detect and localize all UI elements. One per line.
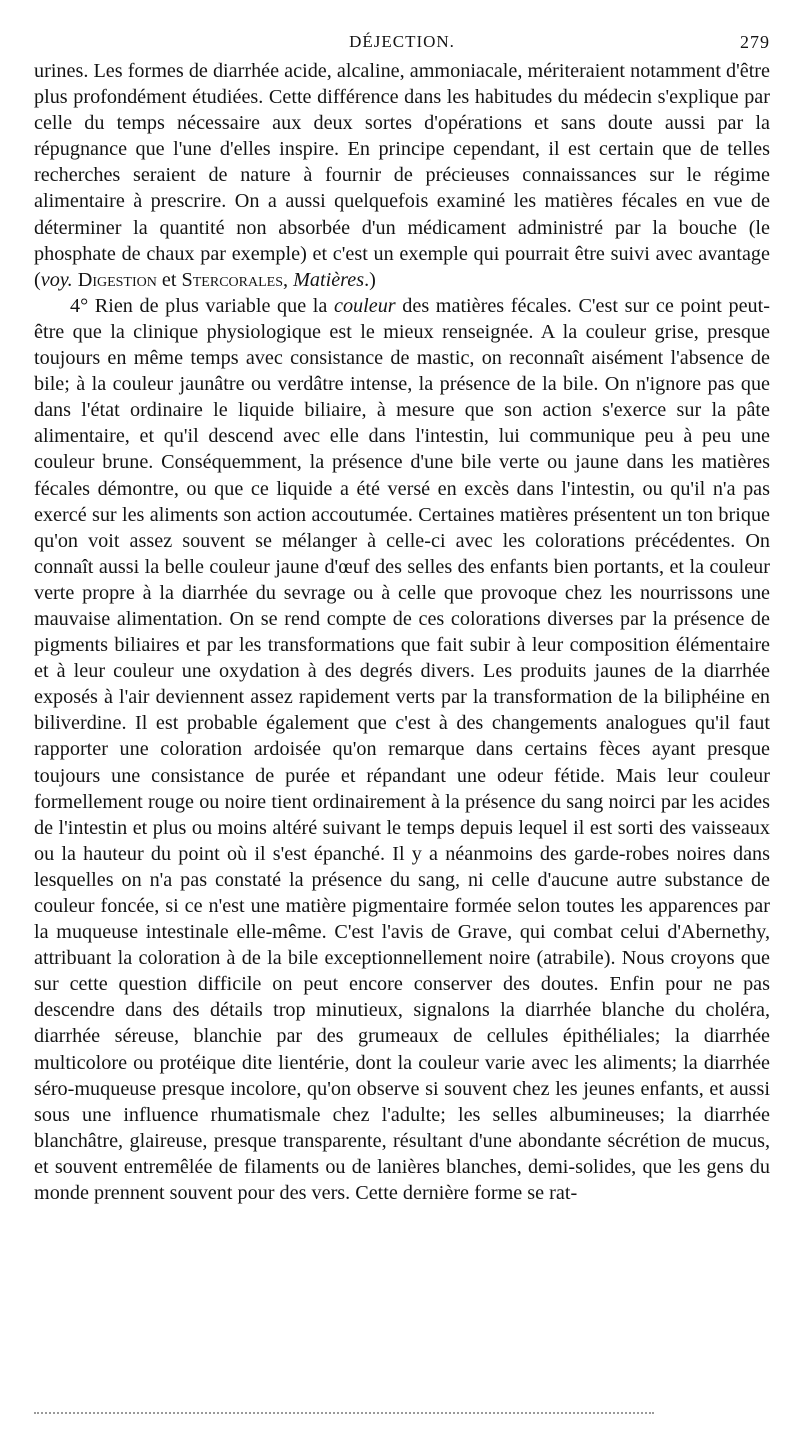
paragraph — [34, 58, 770, 293]
body-text — [34, 58, 770, 1206]
text-segment: des matières fécales. C'est sur ce point peut-être que la clinique physiologique est le mieux renseignée. A la couleur grise, presque toujours en même temps avec consistance de mastic, on reconnaît aisément l'absence de bile; à la couleur jaunâtre ou verdâtre intense, la présence de la bile. On n'ignore pas que dans l'état ordinaire le liquide biliaire, à mesure que son action s'exerce sur la pâte alimentaire, et qu'il descend avec elle dans l'intestin, lui communique peu à peu une couleur brune. Conséquemment, la présence d'une bile verte ou jaune dans les matières fécales démontre, ou que ce liquide a été versé en excès dans l'intestin, ou qu'il n'a pas exercé sur les aliments son action accoutumée. Certaines matières présentent un ton brique qu'on voit assez souvent se mélanger à celle-ci avec les colorations précédentes. On connaît aussi la belle couleur jaune d'œuf des selles des enfants bien portants, et la couleur verte propre à la diarrhée du sevrage ou à celle que provoque chez les nourrissons une mauvaise alimentation. On se rend compte de ces colorations diverses par la présence de pigments biliaires et par les transformations que fait subir à leur composition élémentaire et à leur couleur une oxydation à des degrés divers. Les produits jaunes de la diarrhée exposés à l'air deviennent assez rapidement verts par la transformation de la biliphéine en biliverdine. Il est probable également que c'est à des changements analogues qu'il faut rapporter une coloration ardoisée qu'on remarque dans certains fèces ayant presque toujours une consistance de purée et répandant une odeur fétide. Mais leur couleur formellement rouge ou noire tient ordinairement à la présence du sang noirci par les acides de l'intestin et plus ou moins altéré suivant le temps depuis lequel il est sorti des vaisseaux ou la hauteur du point où il s'est épanché. Il y a néanmoins des garde-robes noires dans lesquelles on n'a pas constaté la présence du sang, ni celle d'aucune autre substance de couleur foncée, si ce n'est une matière pigmentaire formée selon toutes les apparences par la muqueuse intestinale elle-même. C'est l'avis de Grave, qui combat celui d'Abernethy, attribuant la coloration à de la bile exceptionnellement noire (atrabile). Nous croyons que sur cette question difficile on peut encore conserver des doutes. Enfin pour ne pas descendre dans des détails trop minutieux, signalons la diarrhée blanche du choléra, diarrhée séreuse, blanchie par des grumeaux de cellules épithéliales; la diarrhée multicolore ou protéique dite lientérie, dont la couleur varie avec les aliments; la diarrhée séro-muqueuse presque incolore, qu'on observe si souvent chez les jeunes enfants, et aussi sous une influence rhumatismale chez l'adulte; les selles albumineuses; la diarrhée blanchâtre, glaireuse, presque transparente, résultant d'une abondante sécrétion de mucus, et souvent entremêlée de filaments ou de lanières blanches, demi-solides, que les gens du monde prennent souvent pour des vers. Cette dernière forme se rat- — [34, 294, 770, 1205]
text-segment: .) — [364, 268, 376, 291]
text-segment: , — [283, 268, 294, 291]
running-header — [34, 28, 770, 58]
text-segment: voy. — [40, 268, 73, 291]
text-segment: 4° Rien de plus variable que la — [70, 294, 334, 317]
text-segment: Matières — [293, 268, 365, 291]
text-segment: couleur — [333, 294, 396, 317]
paragraph — [34, 293, 770, 1206]
page-number: 279 — [740, 32, 770, 52]
page — [34, 28, 770, 1206]
footer-divider — [34, 1408, 654, 1414]
text-segment: Digestion — [77, 268, 157, 291]
text-segment: urines. Les formes de diarrhée acide, alcaline, ammoniacale, mériteraient notamment d'être plus profondément étudiées. Cette différence dans les habitudes du médecin s'explique par celle du temps nécessaire aux deux sortes d'opérations et sans doute aussi par la répugnance que l'une d'elles inspire. En principe cependant, il est certain que de telles recherches seraient de nature à fournir de précieuses connaissances sur le régime alimentaire à prescrire. On a aussi quelquefois examiné les matières fécales en vue de déterminer la quantité non absorbée d'un médicament administré par la bouche (le phosphate de chaux par exemple) et c'est un exemple qui pourrait être suivi avec avantage ( — [34, 60, 770, 291]
text-segment: Stercorales — [181, 268, 283, 291]
running-title: DÉJECTION. — [349, 32, 455, 51]
text-segment: et — [156, 268, 182, 291]
